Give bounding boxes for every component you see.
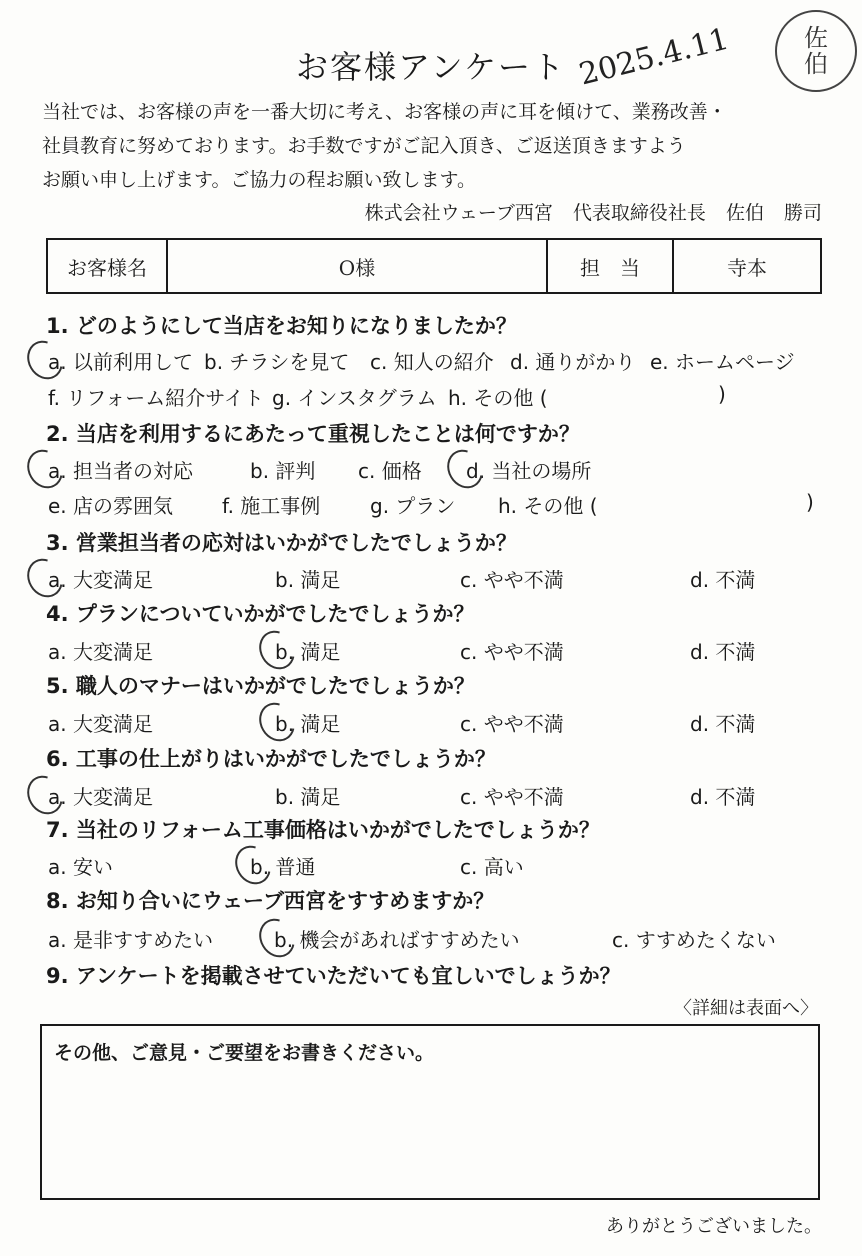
q6-option-a[interactable]: a. 大変満足 [48,785,153,809]
selection-circle-icon [20,334,69,386]
question-8: 8. お知り合いにウェーブ西宮をすすめますか？ [46,889,495,913]
customer-info-box [46,238,822,294]
q5-option-a[interactable]: a. 大変満足 [48,712,153,736]
q6-option-d[interactable]: d. 不満 [690,785,756,809]
customer-name-label: お客様名 [48,240,168,292]
intro-line: 社員教育に努めております。お手数ですがご記入頂き、ご返送頂きますよう [42,135,686,157]
q6-option-b[interactable]: b. 満足 [275,785,341,809]
q7-option-a[interactable]: a. 安い [48,855,113,879]
q4-option-b[interactable]: b. 満足 [275,640,341,664]
q5-option-c[interactable]: c. やや不満 [460,712,564,736]
q2-option-a[interactable]: a. 担当者の対応 [48,459,193,483]
selection-circle-icon [252,696,301,748]
q1-option-c[interactable]: c. 知人の紹介 [370,350,494,374]
question-1: 1. どのようにして当店をお知りになりましたか？ [46,314,517,338]
q2-option-f[interactable]: f. 施工事例 [222,494,321,518]
question-2: 2. 当店を利用するにあたって重視したことは何ですか？ [46,422,580,446]
q7-option-b[interactable]: b. 普通 [250,855,316,879]
question-5: 5. 職人のマナーはいかがでしたでしょうか？ [46,674,475,698]
q1-option-a[interactable]: a. 以前利用して [48,350,193,374]
q3-option-a[interactable]: a. 大変満足 [48,568,153,592]
q8-option-a[interactable]: a. 是非すすめたい [48,928,214,952]
q1-option-e[interactable]: e. ホームページ [650,350,795,374]
q2-option-d[interactable]: d. 当社の場所 [466,459,592,483]
q8-option-c[interactable]: c. すすめたくない [612,928,776,952]
selection-circle-icon [440,443,489,495]
q5-option-d[interactable]: d. 不満 [690,712,756,736]
q2-option-b[interactable]: b. 評判 [250,459,316,483]
q2-option-h[interactable]: h. その他 ( [498,494,598,518]
staff-label: 担 当 [548,240,674,292]
signature: 株式会社ウェーブ西宮 代表取締役社長 佐伯 勝司 [364,202,822,224]
q3-option-b[interactable]: b. 満足 [275,568,341,592]
q7-option-c[interactable]: c. 高い [460,855,524,879]
q1-option-h[interactable]: h. その他 ( [448,386,548,410]
selection-circle-icon [20,443,69,495]
intro-line: 当社では、お客様の声を一番大切に考え、お客様の声に耳を傾けて、業務改善・ [42,101,727,123]
question-6: 6. 工事の仕上がりはいかがでしたでしょうか？ [46,747,496,771]
question-9: 9. アンケートを掲載させていただいても宜しいでしょうか？ [46,964,621,988]
question-7: 7. 当社のリフォーム工事価格はいかがでしたでしょうか？ [46,818,600,842]
customer-name-value[interactable]: O様 [168,240,548,292]
page-title: お客様アンケート [295,48,567,86]
q4-option-a[interactable]: a. 大変満足 [48,640,153,664]
q8-option-b[interactable]: b. 機会があればすすめたい [274,928,520,952]
staff-value[interactable]: 寺本 [727,255,767,280]
q6-option-c[interactable]: c. やや不満 [460,785,564,809]
q3-option-c[interactable]: c. やや不満 [460,568,564,592]
q2-option-h-close: ) [806,490,814,514]
comments-label: その他、ご意見・ご要望をお書きください。 [54,1042,435,1064]
q1-option-g[interactable]: g. インスタグラム [272,386,437,410]
seal-stamp: 佐 伯 [775,10,857,92]
q2-option-c[interactable]: c. 価格 [358,459,422,483]
q1-option-d[interactable]: d. 通りがかり [510,350,636,374]
question-3: 3. 営業担当者の応対はいかがでしたでしょうか？ [46,531,517,555]
detail-note: 〈詳細は表面へ〉 [674,998,818,1019]
handwritten-date: 2025.4.11 [575,21,733,93]
comments-box[interactable] [40,1024,820,1200]
q2-option-e[interactable]: e. 店の雰囲気 [48,494,174,518]
intro-text [42,95,727,197]
selection-circle-icon [228,839,277,891]
intro-line: お願い申し上げます。ご協力の程お願い致します。 [42,169,476,191]
q3-option-d[interactable]: d. 不満 [690,568,756,592]
q1-option-h-close: ) [718,382,726,406]
thanks-text: ありがとうございました。 [606,1216,822,1237]
question-4: 4. プランについていかがでしたでしょうか？ [46,602,475,626]
selection-circle-icon [252,624,301,676]
selection-circle-icon [20,552,69,604]
q1-option-f[interactable]: f. リフォーム紹介サイト [48,386,264,410]
q5-option-b[interactable]: b. 満足 [275,712,341,736]
q1-option-b[interactable]: b. チラシを見て [204,350,350,374]
q4-option-d[interactable]: d. 不満 [690,640,756,664]
q2-option-g[interactable]: g. プラン [370,494,456,518]
selection-circle-icon [252,912,301,964]
q4-option-c[interactable]: c. やや不満 [460,640,564,664]
